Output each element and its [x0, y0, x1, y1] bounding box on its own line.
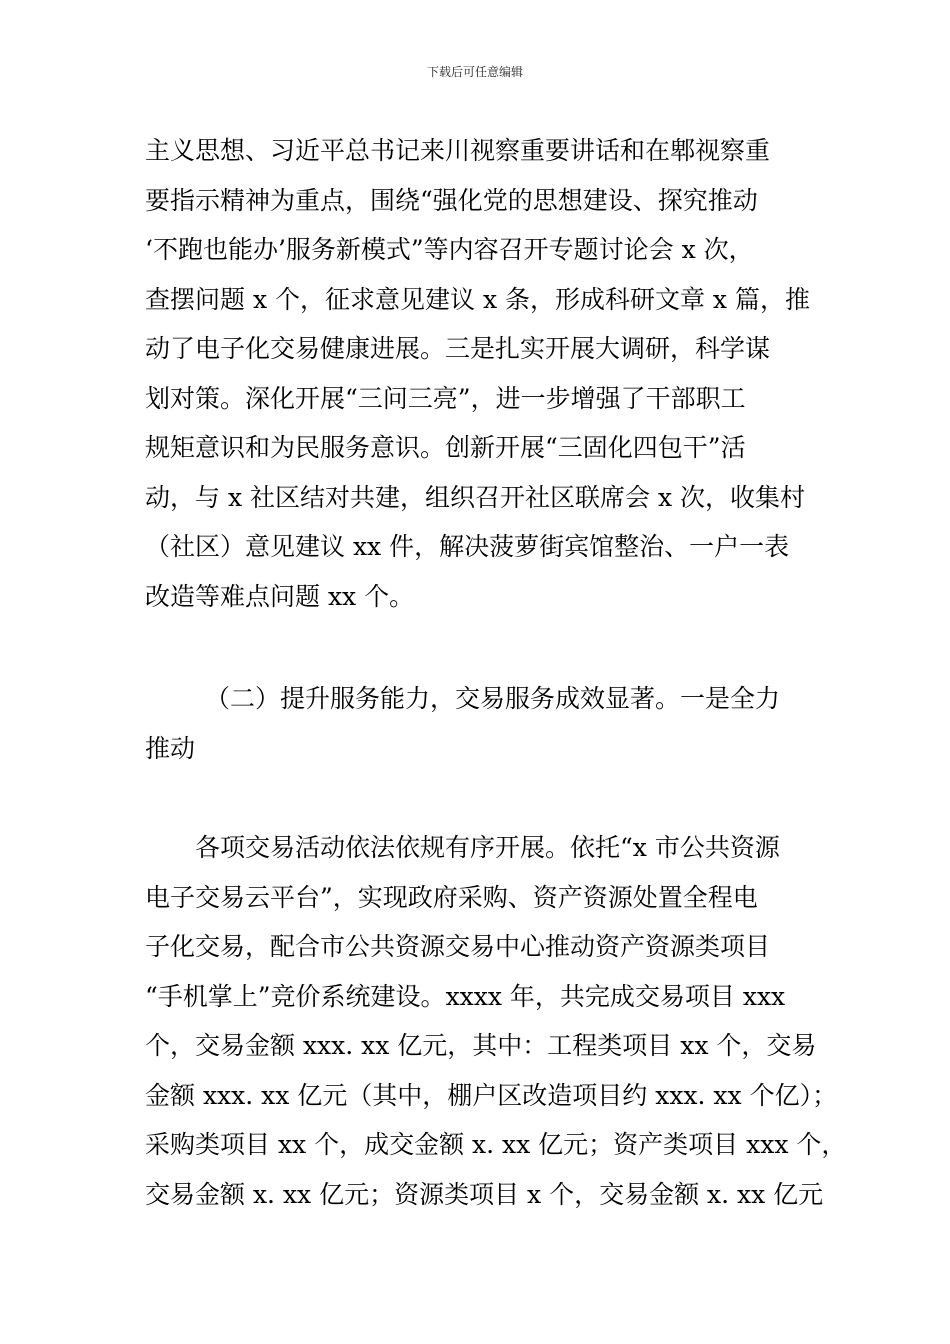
text-line: 查摆问题 x 个，征求意见建议 x 条，形成科研文章 x 篇，推: [145, 284, 810, 314]
paragraph-party-building: [145, 126, 810, 621]
text-line: 动了电子化交易健康进展。三是扎实开展大调研，科学谋: [145, 334, 771, 363]
text-line: 电子交易云平台”，实现政府采购、资产资源处置全程电: [145, 882, 758, 912]
text-line: 要指示精神为重点，围绕“强化党的思想建设、探究推动: [145, 185, 758, 215]
text-line: “手机掌上”竞价系统建设。xxxx 年，共完成交易项目 xxx: [145, 981, 786, 1011]
text-line: ‘不跑也能办’服务新模式”等内容召开专题讨论会 x 次，: [145, 235, 754, 264]
paragraph-trading-results: [145, 823, 847, 1219]
text-line: 采购类项目 xx 个，成交金额 x. xx 亿元；资产类项目 xxx 个，: [145, 1130, 847, 1159]
text-line: 主义思想、习近平总书记来川视察重要讲话和在郫视察重: [145, 136, 771, 165]
page-header: 下载后可任意编辑: [426, 65, 523, 79]
text-line: 子化交易，配合市公共资源交易中心推动资产资源类项目: [145, 932, 771, 961]
text-line: 金额 xxx. xx 亿元（其中，棚户区改造项目约 xxx. xx 个亿）；: [145, 1080, 838, 1110]
text-line: 规矩意识和为民服务意识。创新开展“三固化四包干”活: [145, 433, 746, 462]
text-line: （社区）意见建议 xx 件，解决菠萝街宾馆整治、一户一表: [145, 532, 790, 561]
section-heading: （二）提升服务能力，交易服务成效显著。一是全力: [205, 684, 781, 713]
section-heading-paragraph: [145, 674, 810, 773]
text-line: 划对策。深化开展“三问三亮”，进一步增强了干部职工: [145, 383, 746, 413]
text-line: 个，交易金额 xxx. xx 亿元，其中：工程类项目 xx 个，交易: [145, 1031, 817, 1060]
text-line: 交易金额 x. xx 亿元；资源类项目 x 个，交易金额 x. xx 亿元: [145, 1179, 824, 1209]
text-line: 动，与 x 社区结对共建，组织召开社区联席会 x 次，收集村: [145, 482, 805, 512]
text-line: 各项交易活动依法依规有序开展。依托“x 市公共资源: [195, 833, 780, 862]
text-line: 推动: [145, 733, 196, 763]
text-line: 改造等难点问题 xx 个。: [145, 581, 415, 611]
